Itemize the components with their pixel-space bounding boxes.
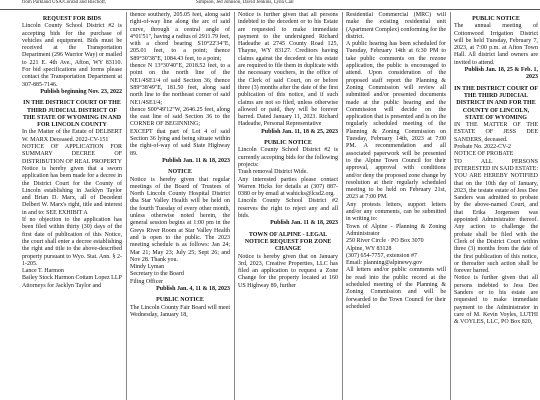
notice-paragraph: Email: planning@alpinewy.gov [346,260,423,267]
notice-paragraph: Lincoln County School District #2 reserves the right to reject any and all bids. [238,198,338,220]
notice-paragraph: NOTICE OF PROBATE [454,151,514,158]
column-2 [130,12,230,400]
column-4 [346,12,446,400]
notice-paragraph: Notice is hereby given that regular meetings of the Board of Trustees of North Lincoln County Hospital District dba Star Valley Health will be held on the fourth Tuesday of every other month, unless otherwise noted herein, the general session begins at 1:00 pm in the Greys River Room at Star Valley Health and is open to the public. The 2023 meeting schedule is as follows: Jan 24; Mar 21; May 23; July 25; Sept 26; and Nov 28. Thank you. [130,176,230,263]
notice-paragraph: A public hearing has been scheduled for Tuesday, February 14th at 6:30 PM to take public comments on the rezone application, the public is encouraged to attend. Upon consideration of the proposed staff report the Planning & Zoning Commission will review all submitted and/or presented documents made at the public hearing and the Commission will decide on the application that is presented and is on the regularly scheduled meeting of the Planning & Zoning Commission on Tuesday, February 14th, 2023 at 7:00 PM. A recommendation and all associated paperwork will be presented to the Alpine Town Council for their approval, approval with conditions and/or deny the proposed zone change by resolution at their regularly scheduled meeting to be held on February 21st, 2023 at 7:00 PM. [346,41,446,201]
column-rule [126,12,127,400]
notice-paragraph: Attorneys for Jacklyn Taylor and [22,282,102,289]
column-rule [234,12,235,400]
notice-paragraph: Notice is hereby given that on January 3rd, 2023, Creative Properties, LLC has filed an application to request a Zone Change for the property located at 160 US Highway 89, further [238,253,338,289]
notice-heading: IN THE DISTRICT COURT OF THE THIRD JUDICIAL DISTRICT IN AND FOR THE COUNTY OF LINCOLN, STATE OF WYOMING [454,85,538,121]
column-rule [342,12,343,400]
notice-heading: NOTICE [168,169,192,176]
notice-paragraph: 250 River Circle · PO Box 3070 [346,238,424,245]
column-rule [450,12,451,400]
notice-paragraph: Probate No. 2022-CV-2 [454,144,511,151]
notice-paragraph: Notice is further given that all persons indebted to the decedent or to his Estate are requested to make immediate payment to the undersigned Richard Hadeathe at 2745 County Road 125, Thayne, WY 83127. Creditors having claims against the decedent or his estate are required to file them in duplicate with the necessary vouchers, in the office of the Clerk of said Court, on or before three (3) months after the date of the first publication of this notice, and if such claims are not so filed, unless otherwise allowed or paid, they will be forever barred. Dated January 11, 2023. Richard Hadeathe, Personal Representative [238,12,338,128]
notice-paragraph: Bailey Stock Harmon Cottam Lopez LLP [22,275,122,282]
notice-heading: TOWN OF ALPINE - LEGAL NOTICE REQUEST FOR ZONE CHANGE [244,231,332,253]
notice-paragraph: (307) 654-7757, extension #7 [346,252,417,259]
notice-paragraph: Notice is hereby given that a sworn application has been made for a decree in the District Court for the County of Lincoln establishing in Jacklyn Taylor and Brian D. Marx, all of Decedent Delbert W. Marx's right, title and interest in and to: SEE EXHIBIT A [22,165,122,216]
notice-paragraph: If no objection to the application has been filed within thirty (30) days of the first date of publication of this Notice, the court shall enter a decree establishing the right and title to the above-described property pursuant to Wyo. Stat. Ann. § 2-1-205. [22,217,122,267]
carryover-right: Simpson, Jed Johnson, David Jenkins, Lynn Call [196,0,294,5]
publish-dates: Publish Jan. 11 & 18, 2023 [270,220,338,227]
notice-paragraph: All letters and/or public comments will be read into the public record at the scheduled meeting of the Planning & Zoning Commission and will be forwarded to the Town Council for their scheduled [346,267,446,310]
publish-dates: Publish beginning Nov. 23, 2022 [40,88,122,95]
notice-paragraph: Notice is further given that all persons indebted to Jess Dee Sanders or to his estate are requested to make immediate payment to the Administrator in care of M. Kevin Voyles, LUTHI & VOYLES, LLC, PO Box 820, [454,275,538,326]
notice-paragraph: IN THE MATTER OF THE ESTATE OF JESS DEE SANDERS, deceased. [454,122,538,143]
notice-paragraph: Lance T. Harmon [22,268,64,275]
notice-paragraph: Any interested parties please contact Warren Hicks for details at (307) 887-0380 or by email at wahicks@lcsd2.org. [238,176,338,198]
notice-heading: REQUEST FOR BIDS [42,16,102,22]
notice-paragraph: Trash removal District Wide. [238,169,308,176]
notice-paragraph: TO ALL PERSONS INTERESTED IN SAID ESTATE: [454,158,538,172]
notice-paragraph: In the Matter of the Estate of DELBERT W. MARX Deceased. 2022-CV-151 [22,129,122,143]
notice-paragraph: EXCEPT that part of Lot 4 of said Section 36 lying and being situate within the right-of-way of said State Highway 89. [130,128,230,157]
carryover-left: from Parkland USA/Conrad and Bischoff, [22,0,107,5]
notice-paragraph: Town of Alpine - Planning & Zoning Administrator [346,223,446,237]
notice-paragraph: Lincoln County School District #2 is accepting bids for the purchase of vehicles and equipment. Bids must be received at the Transportation Department (296 Warrior Way) or mailed to 221 E. 4th Ave., Afton, WY 83110. For bid specifications and forms please contact the Transportation Department at 307-885-7146. [22,23,122,88]
notice-paragraph: Alpine, WY 83128 [346,245,392,252]
publish-dates: Publish Jan. 18, 25 & Feb. 1, 2023 [464,67,538,81]
notice-heading: PUBLIC NOTICE [472,16,520,22]
notice-paragraph: Lincoln County School District #2 is currently accepting bids for the following projects: [238,147,338,168]
notice-paragraph: The Lincoln County Fair Board will meet Wednesday, January 18, [130,304,230,318]
publish-dates: Publish Jan. 11 & 18, 2023 [162,157,230,164]
notice-heading: IN THE DISTRICT COURT OF THE THIRD JUDICIAL DISTRICT OF THE STATE OF WYOMING IN AND FOR LINCOLN COUNTY [22,100,122,129]
notice-paragraph: thence N 13°30'40"E, 2018.52 feet, to a point on the north line of the NE1/4SE1/4 of said Section 36; thence S89°38'49"E, 181.50 feet, along said north line to the northeast corner of said NE1/4SE1/4; [130,63,230,106]
notice-paragraph: Mindy Lyman [130,264,165,271]
notice-heading: PUBLIC NOTICE [264,140,312,147]
notice-paragraph: Any protests letters, support letters and/or any comments, can be submitted in writing to: [346,201,446,223]
notice-paragraph: The annual meeting of Cottonwood Irrigation District will be held Tuesday, February 7, 2023, at 7:00 p.m. at Afton Town Hall. All district land owners are invited to attend. [454,23,538,66]
notice-paragraph: thence southerly, 205.05 feet, along said right-of-way line along the arc of said curve, through a central angle of 4°01'51", having a radius of 2911.79 feet, with a chord bearing S10°22'34"E, 205.01 feet, to a point; thence S89°30'38"E, 1084.43 feet, to a point; [130,12,230,62]
column-5 [454,12,538,400]
notice-paragraph: Filing Officer [130,278,164,285]
publish-dates: Publish Jan. 4, 11 & 18, 2023 [156,285,230,292]
notice-heading: PUBLIC NOTICE [156,297,204,304]
notice-paragraph: YOU ARE HEREBY NOTIFIED that on the 10th day of January, 2023, the testate estate of Jess Dee Sanders was admitted to probate by the above-named Court, and that Erika Jorgensen was appointed Administrator thereof. Any action to challenge the probate shall be filed with the Clerk of the District Court within three (3) months from the date of the first publication of this notice, or thereafter such action shall be forever barred. [454,173,538,275]
notice-paragraph: Residential Commercial (MRC) will make the existing residential unit (Apartment Complex) conforming for the district. [346,12,446,40]
column-3 [238,12,338,400]
notice-paragraph: NOTICE OF APPLICATION FOR SUMMARY DECREE OF DISTRIBUTION OF REAL PROPERTY [22,144,122,165]
notice-paragraph: thence S00°49'12"W, 2646.25 feet, along the east line of said Section 36 to the CORNER OF BEGINNING; [130,106,230,128]
header-divider [0,9,540,10]
column-1 [22,12,122,400]
notice-paragraph: Secretary to the Board [130,271,184,278]
publish-dates: Publish Jan. 11, 18 & 25, 2023 [261,128,338,135]
